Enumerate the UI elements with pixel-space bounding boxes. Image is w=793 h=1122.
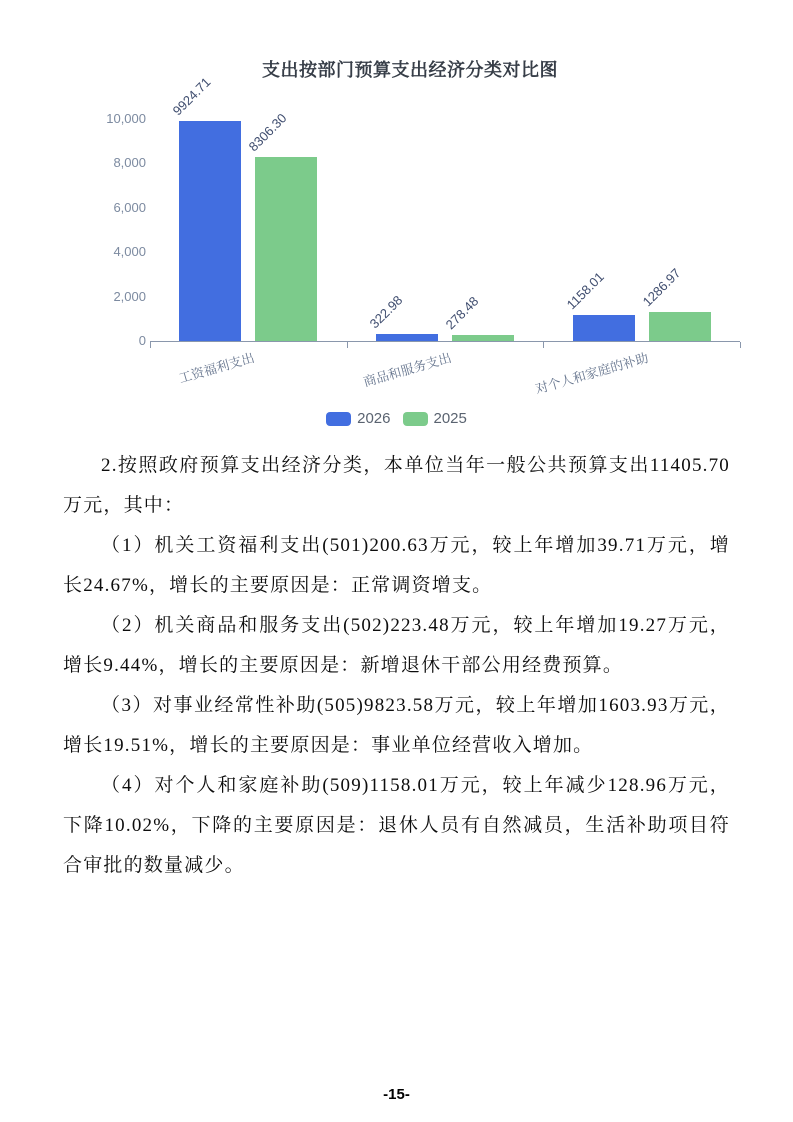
chart-title: 支出按部门预算支出经济分类对比图 [262, 60, 558, 80]
legend-swatch-2026 [326, 412, 351, 426]
paragraph: （4）对个人和家庭补助(509)1158.01万元，较上年减少128.96万元，下降10.02%，下降的主要原因是：退休人员有自然减员，生活补助项目符合审批的数量减少。 [63, 775, 730, 876]
paragraph: （2）机关商品和服务支出(502)223.48万元，较上年增加19.27万元，增长9.44%，增长的主要原因是：新增退休干部公用经费预算。 [63, 615, 730, 676]
bar-2026-category-1 [376, 334, 438, 341]
y-axis-tick-label: 6,000 [113, 199, 146, 215]
bar-2025-category-1 [452, 335, 514, 341]
paragraph: 2.按照政府预算支出经济分类，本单位当年一般公共预算支出11405.70万元，其中： [63, 455, 730, 516]
paragraph: （1）机关工资福利支出(501)200.63万元，较上年增加39.71万元，增长24.67%，增长的主要原因是：正常调资增支。 [63, 535, 730, 596]
legend-label: 2025 [433, 410, 467, 427]
chart-legend [0, 410, 793, 427]
bar-2025-category-2 [649, 312, 711, 341]
document-body [63, 446, 730, 886]
bar-value-label: 322.98 [366, 292, 406, 332]
y-axis-tick-label: 8,000 [113, 155, 146, 171]
bar-value-label: 8306.30 [246, 110, 290, 154]
bar-value-label: 1286.97 [639, 265, 684, 310]
page-number: -15- [383, 1086, 410, 1103]
x-axis-category-label: 对个人和家庭的补助 [533, 350, 650, 397]
legend-item-2026 [326, 410, 390, 427]
bar-value-label: 278.48 [442, 293, 482, 333]
legend-label: 2026 [357, 410, 391, 427]
y-axis-tick-label: 0 [138, 333, 146, 348]
bar-2026-category-0 [179, 121, 241, 341]
legend-item-2025 [403, 410, 467, 427]
x-axis-tick [150, 342, 151, 348]
bar-value-label: 1158.01 [563, 269, 607, 313]
x-axis-tick [347, 342, 348, 348]
paragraph: （3）对事业经常性补助(505)9823.58万元，较上年增加1603.93万元，增长19.51%，增长的主要原因是：事业单位经营收入增加。 [63, 695, 730, 756]
y-axis-tick-label: 10,000 [106, 111, 146, 126]
y-axis-tick-label: 4,000 [113, 244, 146, 260]
x-axis-category-label: 工资福利支出 [177, 350, 257, 386]
x-axis-tick [740, 342, 741, 348]
legend-swatch-2025 [403, 412, 428, 426]
x-axis-category-label: 商品和服务支出 [361, 350, 454, 390]
y-axis-tick-label: 2,000 [113, 288, 146, 304]
x-axis-line [150, 341, 740, 342]
x-axis-tick [543, 342, 544, 348]
bar-2025-category-0 [255, 157, 317, 341]
bar-value-label: 9924.71 [170, 74, 214, 118]
bar-2026-category-2 [573, 315, 635, 341]
